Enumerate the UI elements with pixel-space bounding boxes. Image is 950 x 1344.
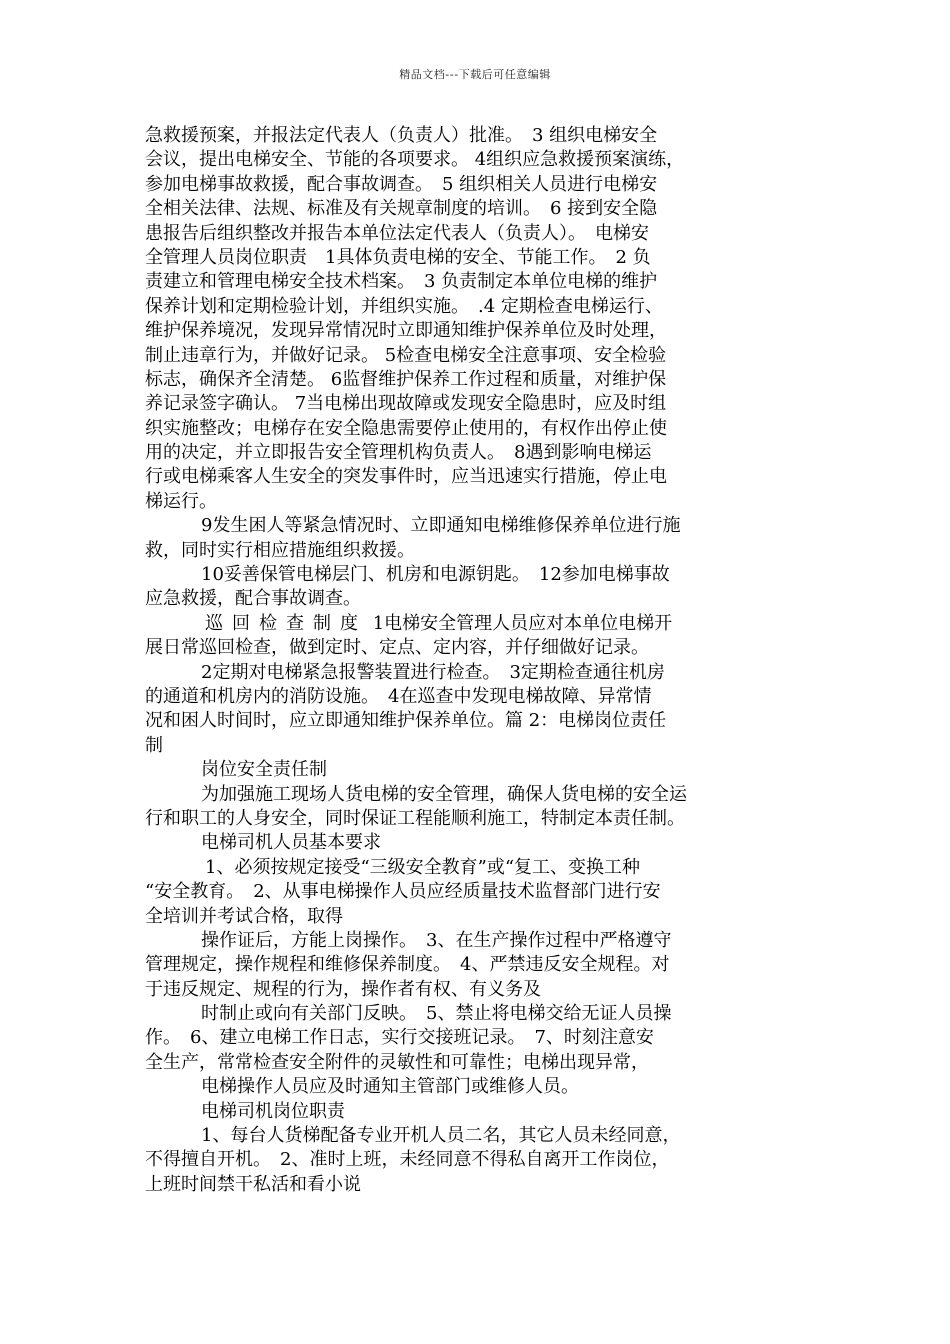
text-line: 养记录签字确认。 7当电梯出现故障或发现安全隐患时，应及时组	[145, 393, 667, 415]
paragraph-2-line: 况和困人时间时，应立即通知维护保养单位。篇 2：电梯岗位责任	[145, 710, 667, 732]
paragraph-2-line: 的通道和机房内的消防设施。 4在巡查中发现电梯故障、异常情	[145, 685, 652, 707]
text-line: 参加电梯事故救援，配合事故调查。 5 组织相关人员进行电梯安	[145, 173, 658, 195]
duty-line: 不得擅自开机。 2、准时上班，未经同意不得私自离开工作岗位，	[145, 1149, 670, 1171]
requirement-line: “安全教育。 2、从事电梯操作人员应经质量技术监督部门进行安	[145, 881, 661, 903]
text-line: 全管理人员岗位职责 1具体负责电梯的安全、节能工作。 2 负	[145, 246, 651, 268]
intro-line: 为加强施工现场人货电梯的安全管理，确保人货电梯的安全运	[201, 783, 687, 805]
paragraph-9-line: 9发生困人等紧急情况时、立即通知电梯维修保养单位进行施	[201, 515, 681, 537]
requirement-line: 全培训并考试合格，取得	[145, 905, 343, 927]
text-line: 制止违章行为，并做好记录。 5检查电梯安全注意事项、安全检验	[145, 344, 667, 366]
stop-line: 作。 6、建立电梯工作日志，实行交接班记录。 7、时刻注意安	[145, 1027, 654, 1049]
text-line: 维护保养境况，发现异常情况时立即通知维护保养单位及时处理，	[145, 320, 667, 342]
text-line: 织实施整改；电梯存在安全隐患需要停止使用的，有权作出停止使	[145, 417, 667, 439]
paragraph-2-line: 制	[145, 734, 163, 756]
section-title: 电梯司机人员基本要求	[201, 832, 381, 854]
stop-line: 时制止或向有关部门反映。 5、禁止将电梯交给无证人员操	[201, 1003, 672, 1025]
intro-line: 行和职工的人身安全，同时保证工程能顺利施工，特制定本责任制。	[145, 807, 685, 829]
text-line: 会议，提出电梯安全、节能的各项要求。 4组织应急救援预案演练，	[145, 149, 685, 171]
requirement-line: 1、必须按规定接受“三级安全教育”或“复工、变换工种	[205, 856, 641, 878]
text-line: 标志，确保齐全清楚。 6监督维护保养工作过程和质量，对维护保	[145, 368, 667, 390]
duty-line: 上班时间禁干私活和看小说	[145, 1173, 361, 1195]
page-header-note: 精品文档---下载后可任意编辑	[399, 68, 551, 81]
duty-line: 1、每台人货梯配备专业开机人员二名，其它人员未经同意，	[201, 1125, 681, 1147]
patrol-heading-line	[145, 612, 810, 636]
paragraph-2-line: 2定期对电梯紧急报警装置进行检查。 3定期检查通往机房	[201, 661, 665, 683]
patrol-title: 巡回检查制度	[205, 612, 367, 634]
text-line: 保养计划和定期检验计划，并组织实施。 .4 定期检查电梯运行、	[145, 295, 663, 317]
text-line: 行或电梯乘客人生安全的突发事件时，应当迅速实行措施，停止电	[145, 466, 667, 488]
notify-line: 电梯操作人员应及时通知主管部门或维修人员。	[201, 1076, 579, 1098]
section-title: 电梯司机岗位职责	[201, 1100, 345, 1122]
certificate-line: 管理规定，操作规程和维修保养制度。 4、严禁违反安全规程。对	[145, 954, 670, 976]
patrol-line: 展日常巡回检查，做到定时、定点、定内容，并仔细做好记录。	[145, 637, 649, 659]
certificate-line: 于违反规定、规程的行为，操作者有权、有义务及	[145, 978, 541, 1000]
certificate-line: 操作证后，方能上岗操作。 3、在生产操作过程中严格遵守	[201, 929, 672, 951]
text-line: 急救援预案，并报法定代表人（负责人）批准。 3 组织电梯安全	[145, 125, 658, 146]
text-line: 用的决定，并立即报告安全管理机构负责人。 8遇到影响电梯运	[145, 442, 652, 464]
section-title: 岗位安全责任制	[201, 759, 327, 781]
document-body	[145, 124, 810, 1197]
text-line: 全相关法律、法规、标准及有关规章制度的培训。 6 接到安全隐	[145, 198, 658, 220]
paragraph-9-line: 救，同时实行相应措施组织救援。	[145, 539, 415, 561]
paragraph-10-line: 10妥善保管电梯层门、机房和电源钥匙。 12参加电梯事故	[201, 564, 670, 586]
text-line: 患报告后组织整改并报告本单位法定代表人（负责人）。 电梯安	[145, 222, 649, 244]
patrol-text: 1电梯安全管理人员应对本单位电梯开	[372, 612, 673, 634]
text-line: 梯运行。	[145, 490, 217, 512]
text-line: 责建立和管理电梯安全技术档案。 3 负责制定本单位电梯的维护	[145, 271, 658, 293]
paragraph-10-line: 应急救援，配合事故调查。	[145, 588, 361, 610]
stop-line: 全生产，常常检查安全附件的灵敏性和可靠性；电梯出现异常，	[145, 1051, 649, 1073]
